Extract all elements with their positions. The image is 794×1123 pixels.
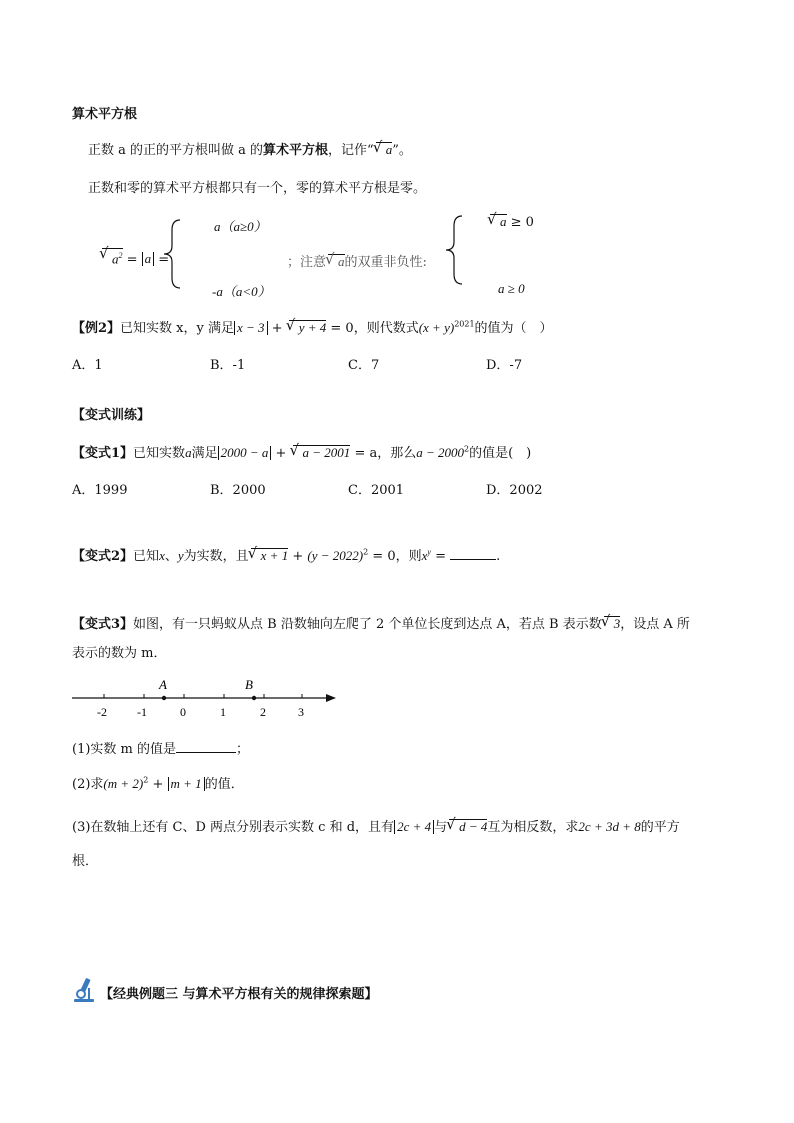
variant-1-option-b: B．2000 <box>210 483 266 498</box>
radical-sqrt-a: √ a <box>376 142 393 157</box>
condition-sqrt-nonnegative: √ a ≥ 0 <box>488 214 534 230</box>
variant-3-part-1: (1)实数 m 的值是 ； <box>72 742 250 757</box>
variant-3-part-2: (2)求$(m + 2)^2 + m + 1$ 的值． <box>72 775 244 792</box>
formula-lhs: √ $a^2 = a$ = <box>100 248 169 267</box>
point-b-label: B <box>245 677 253 692</box>
arrow-right-icon <box>326 694 336 702</box>
answer-blank <box>450 559 496 560</box>
tick-label: 1 <box>220 705 226 719</box>
example-2-option-c: C．7 <box>348 358 380 373</box>
variant-1-option-c: C．2001 <box>348 483 405 498</box>
number-line <box>70 672 345 722</box>
left-brace-icon <box>160 218 184 290</box>
microscope-icon <box>72 976 98 1004</box>
variant-1-option-d: D．2002 <box>486 483 543 498</box>
example-2-option-a: A．1 <box>72 358 103 373</box>
variant-2-question: 【变式2】已知x、y为实数，且√ $x + 1 + (y - 2022)^2 = 0$，则$x^y$ = . <box>72 545 500 564</box>
variant-3-question-line-2: 表示的数为 m． <box>72 646 167 661</box>
answer-blank <box>176 752 236 753</box>
case-nonnegative: a（a≥0） <box>214 219 267 234</box>
tick-label: 3 <box>298 705 304 719</box>
classic-example-header: 【经典例题三 与算术平方根有关的规律探索题】 <box>100 987 378 1002</box>
variant-1-option-a: A．1999 <box>72 483 128 498</box>
case-negative: -a（a<0） <box>212 284 271 299</box>
tick-label: 2 <box>260 705 266 719</box>
training-heading: 【变式训练】 <box>72 408 151 423</box>
condition-a-nonnegative: a ≥ 0 <box>498 281 525 296</box>
point-b-dot <box>252 696 256 700</box>
point-a-label: A <box>159 677 167 692</box>
variant-3-part-3: (3)在数轴上还有 C、D 两点分别表示实数 c 和 d，且有 2c + 4 与√ d − 4互为相反数，求2c + 3d + 8的平方 <box>72 816 680 835</box>
variant-3-question-line-1: 【变式3】如图，有一只蚂蚁从点 B 沿数轴向左爬了 2 个单位长度到达点 A，若点 B 表示数√ 3，设点 A 所 <box>72 613 690 632</box>
tick-label: -2 <box>97 705 107 719</box>
variant-3-part-3-line-2: 根． <box>72 854 99 869</box>
section-title: 算术平方根 <box>72 107 138 122</box>
definition-line-1: 正数 a 的正的平方根叫做 a 的算术平方根，记作“√ a”。 <box>88 139 412 158</box>
right-brace-icon <box>442 214 466 286</box>
definition-line-2: 正数和零的算术平方根都只有一个，零的算术平方根是零。 <box>88 181 427 196</box>
example-2-question: 【例2】已知实数 x，y 满足 x − 3 + √ y + 4 = 0，则代数式$(x + y)^{2021}$的值为（ ） <box>72 317 553 336</box>
tick-label: 0 <box>180 705 186 719</box>
tick-label: -1 <box>137 705 147 719</box>
point-a-dot <box>162 696 166 700</box>
variant-1-question: 【变式1】已知实数a满足 2000 − a + √ a − 2001 = a，那么$a - 2000^2$的值是( ) <box>72 442 531 461</box>
example-2-option-d: D．-7 <box>486 358 523 373</box>
example-2-option-b: B．-1 <box>210 358 246 373</box>
nonnegativity-note: ；注意√ a的双重非负性: <box>287 251 427 270</box>
